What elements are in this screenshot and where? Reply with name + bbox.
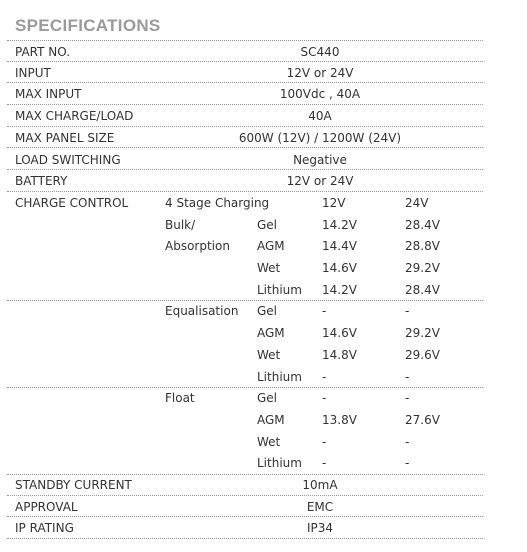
voltage-12v: 14.2V	[322, 217, 357, 232]
voltage-12v: -	[322, 391, 327, 406]
spec-label: INPUT	[15, 65, 51, 80]
voltage-12v: -	[322, 434, 327, 449]
voltage-24v: 27.6V	[405, 412, 440, 427]
charge-stage-label: Bulk/	[165, 217, 196, 232]
voltage-24v: 29.6V	[405, 347, 440, 362]
voltage-12v: 13.8V	[322, 412, 357, 427]
voltage-24v: 28.4V	[405, 217, 440, 232]
spec-row	[7, 62, 483, 84]
spec-row	[7, 517, 483, 539]
battery-type: AGM	[257, 412, 285, 427]
spec-row	[7, 170, 483, 192]
charge-stage-label: Absorption	[165, 239, 230, 254]
group-separator	[7, 387, 483, 388]
battery-type: Gel	[257, 217, 278, 232]
voltage-24v: 29.2V	[405, 326, 440, 341]
charge-stage-label: Equalisation	[165, 304, 239, 319]
battery-type: AGM	[257, 326, 285, 341]
spec-value: 600W (12V) / 1200W (24V)	[238, 130, 402, 145]
voltage-12v: 14.2V	[322, 282, 357, 297]
spec-value: 10mA	[302, 478, 338, 492]
battery-type: Lithium	[257, 282, 302, 297]
spec-row	[7, 496, 483, 518]
group-separator	[7, 300, 483, 301]
voltage-12v: 14.6V	[322, 326, 357, 341]
battery-type: Wet	[257, 434, 281, 449]
spec-row	[7, 40, 483, 62]
spec-value: 100Vdc , 40A	[279, 87, 361, 102]
battery-type: Wet	[257, 261, 281, 275]
spec-label: MAX INPUT	[15, 87, 82, 102]
spec-row	[7, 474, 483, 496]
voltage-12v: -	[322, 369, 327, 384]
voltage-24v: 28.4V	[405, 282, 440, 297]
spec-value: Negative	[293, 152, 347, 167]
battery-type: Wet	[257, 347, 281, 362]
spec-value: SC440	[300, 45, 340, 59]
voltage-24v: -	[405, 369, 410, 384]
spec-label: MAX CHARGE/LOAD	[15, 109, 134, 124]
spec-label: STANDBY CURRENT	[15, 478, 132, 492]
spec-row	[7, 83, 483, 105]
voltage-12v: 14.6V	[322, 261, 357, 275]
voltage-24v: -	[405, 304, 410, 319]
voltage-24v: 29.2V	[405, 261, 440, 275]
spec-value: IP34	[306, 521, 334, 536]
voltage-24v: -	[405, 456, 410, 471]
spec-row	[7, 127, 483, 149]
spec-label: LOAD SWITCHING	[15, 152, 121, 167]
spec-label: PART NO.	[15, 45, 71, 59]
battery-type: Gel	[257, 391, 278, 406]
battery-type: AGM	[257, 239, 285, 254]
spec-label: BATTERY	[15, 174, 68, 189]
spec-value: 12V or 24V	[286, 174, 354, 189]
spec-row	[7, 149, 483, 171]
spec-label: IP RATING	[15, 521, 74, 536]
voltage-12v: 14.4V	[322, 239, 357, 254]
voltage-12v: -	[322, 304, 327, 319]
voltage-24v-header: 24V	[405, 195, 429, 210]
voltage-12v: 14.8V	[322, 347, 357, 362]
voltage-12v-header: 12V	[322, 195, 346, 210]
battery-type: Lithium	[257, 369, 302, 384]
specifications-table	[7, 0, 483, 552]
battery-type: Gel	[257, 304, 278, 319]
spec-value: 40A	[308, 109, 332, 124]
spec-value: 12V or 24V	[286, 65, 354, 80]
specifications-title: SPECIFICATIONS	[15, 16, 161, 35]
battery-type: Lithium	[257, 456, 302, 471]
voltage-12v: -	[322, 456, 327, 471]
spec-value: EMC	[306, 499, 334, 514]
voltage-24v: -	[405, 434, 410, 449]
voltage-24v: 28.8V	[405, 239, 440, 254]
charge-stage-header: 4 Stage Charging	[165, 195, 270, 210]
charge-stage-label: Float	[165, 391, 195, 406]
charge-control-label: CHARGE CONTROL	[15, 195, 129, 210]
spec-label: APPROVAL	[15, 499, 78, 514]
spec-row	[7, 105, 483, 127]
voltage-24v: -	[405, 391, 410, 406]
spec-label: MAX PANEL SIZE	[15, 130, 115, 145]
